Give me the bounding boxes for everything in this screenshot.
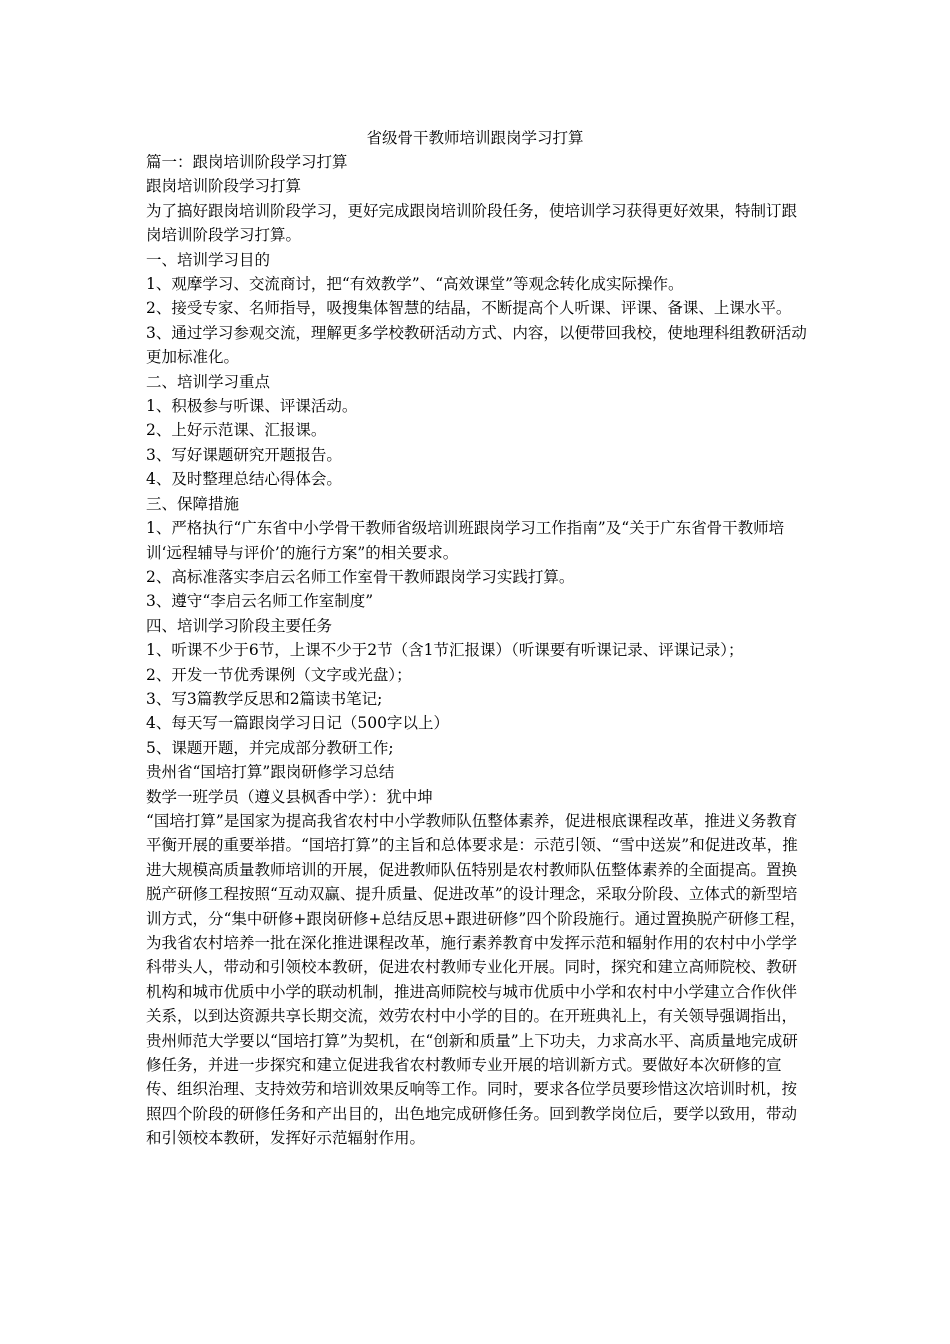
measure-item: 1、严格执行“广东省中小学骨干教师省级培训班跟岗学习工作指南”及“关于广东省骨干教师培训‘远程辅导与评价’的施行方案”的相关要求。 [146,519,785,562]
section-heading-tasks: 四、培训学习阶段主要任务 [146,616,333,635]
measure-item: 3、遵守“李启云名师工作室制度” [146,592,374,611]
task-item: 5、课题开题，并完成部分教研工作; [146,738,394,757]
goal-item: 1、观摩学习、交流商讨，把“有效教学”、“高效课堂”等观念转化成实际操作。 [146,275,684,294]
goal-item: 3、通过学习参观交流，理解更多学校教研活动方式、内容，以便带回我校，使地理科组教研活动更加标准化。 [146,323,807,367]
focus-item: 1、积极参与听课、评课活动。 [146,397,358,416]
document-body [146,150,810,1151]
measure-item: 2、高标准落实李启云名师工作室骨干教师跟岗学习实践打算。 [146,567,575,586]
task-item: 1、听课不少于6节，上课不少于2节（含1节汇报课）（听课要有听课记录、评课记录）； [146,641,744,660]
intro-paragraph: 为了搞好跟岗培训阶段学习，更好完成跟岗培训阶段任务，使培训学习获得更好效果，特制订跟岗培训阶段学习打算。 [146,201,798,245]
author-line: 数学一班学员（遵义县枫香中学）：犹中坤 [146,787,433,806]
goal-item: 2、接受专家、名师指导，吸搜集体智慧的结晶，不断提高个人听课、评课、备课、上课水平。 [146,299,792,318]
section-heading-part1: 篇一：跟岗培训阶段学习打算 [146,153,348,171]
focus-item: 3、写好课题研究开题报告。 [146,445,342,464]
summary-heading: 贵州省“国培打算”跟岗研修学习总结 [146,763,395,782]
focus-item: 2、上好示范课、汇报课。 [146,421,327,440]
section-heading-measures: 三、保障措施 [146,494,240,513]
section-heading-focus: 二、培训学习重点 [146,372,271,391]
task-item: 2、开发一节优秀课例（文字或光盘）； [146,665,412,684]
section-heading-goals: 一、培训学习目的 [146,250,271,269]
focus-item: 4、及时整理总结心得体会。 [146,470,342,489]
task-item: 3、写3篇教学反思和2篇读书笔记; [146,689,383,708]
task-item: 4、每天写一篇跟岗学习日记（500字以上） [146,714,449,733]
document-title: 省级骨干教师培训跟岗学习打算 [366,129,584,147]
plan-heading: 跟岗培训阶段学习打算 [146,177,302,196]
summary-paragraph: “国培打算”是国家为提高我省农村中小学教师队伍整体素养，促进根底课程改革，推进义务教育平衡开展的重要举措。“国培打算”的主旨和总体要求是：示范引领、“雪中送炭”和促进改革，推进大规模高质量教师培训的开展，促进教师队伍特别是农村教师队伍整体素养的全面提高。置换脱产研修工程按照“互动双赢、提升质量、促进改革”的设计理念，采取分阶段、立体式的新型培训方式，分“集中研修+跟岗研修+总结反思+跟进研修”四个阶段施行。通过置换脱产研修工程，为我省农村培养一批在深化推进课程改革，施行素养教育中发挥示范和辐射作用的农村中小学学科带头人，带动和引领校本教研，促进农村教师专业化开展。同时，探究和建立高师院校、教研机构和城市优质中小学的联动机制，推进高师院校与城市优质中小学和农村中小学建立合作伙伴关系，以到达资源共享长期交流，效劳农村中小学的目的。在开班典礼上，有关领导强调指出，贵州师范大学要以“国培打算”为契机，在“创新和质量”上下功夫，力求高水平、高质量地完成研修任务，并进一步探究和建立促进我省农村教师专业开展的培训新方式。要做好本次研修的宣传、组织治理、支持效劳和培训效果反响等工作。同时，要求各位学员要珍惜这次培训时机，按照四个阶段的研修任务和产出目的，出色地完成研修任务。回到教学岗位后，要学以致用，带动和引领校本教研，发挥好示范辐射作用。 [146,811,806,1148]
